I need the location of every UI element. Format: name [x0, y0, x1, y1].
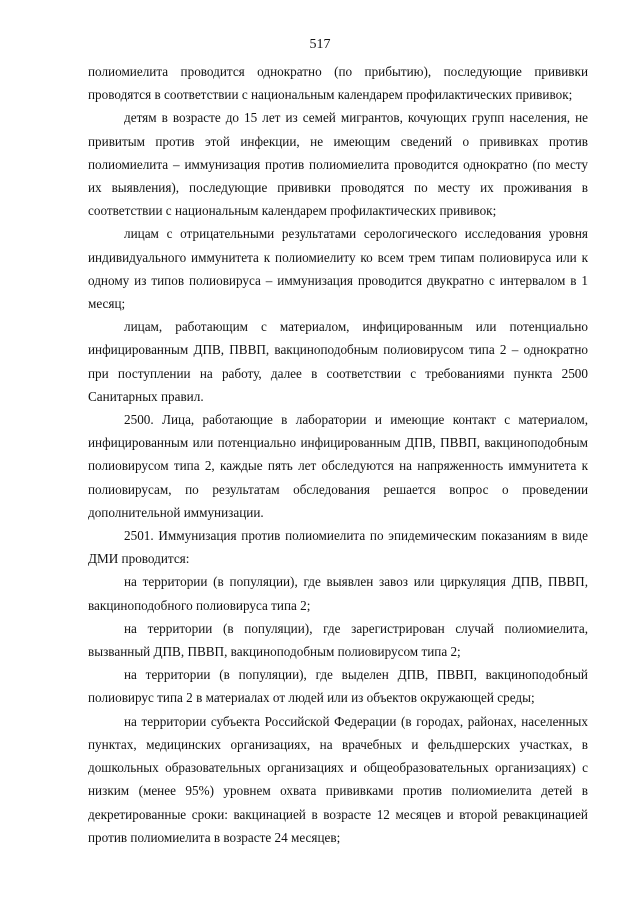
paragraph-territory-import: на территории (в популяции), где выявлен завоз или циркуляция ДПВ, ПВВП, вакциноподобного полиовируса типа 2; [88, 574, 588, 613]
paragraph-migrant-children: детям в возрасте до 15 лет из семей мигрантов, кочующих групп населения, не привитым против этой инфекции, не имеющим сведений о прививках против полиомиелита – иммунизация против полиомиелита проводится однократно (по месту их выявления), последующие прививки проводятся по месту их проживания в соответствии с национальным календарем профилактических прививок; [88, 110, 588, 219]
paragraph-territory-isolated: на территории (в популяции), где выделен ДПВ, ПВВП, вакциноподобный полиовирус типа 2 в материалах от людей или из объектов окружающей среды; [88, 667, 588, 706]
paragraph-territory-case: на территории (в популяции), где зарегистрирован случай полиомиелита, вызванный ДПВ, ПВВП, вакциноподобным полиовирусом типа 2; [88, 620, 588, 660]
paragraph-continuation: полиомиелита проводится однократно (по прибытию), последующие прививки проводятся в соответствии с национальным календарем профилактических прививок; [88, 64, 588, 103]
paragraph-2500: 2500. Лица, работающие в лаборатории и имеющие контакт с материалом, инфицированным или потенциально инфицированным ДПВ, ПВВП, вакциноподобным полиовирусом типа 2, каждые пять лет обследуются на напряженность иммунитета к полиовирусам, по результатам обследования решается вопрос о проведении дополнительной иммунизации. [88, 412, 588, 520]
paragraph-2501: 2501. Иммунизация против полиомиелита по эпидемическим показаниям в виде ДМИ проводится: [88, 528, 588, 567]
paragraph-territory-low-coverage: на территории субъекта Российской Федерации (в городах, районах, населенных пунктах, медицинских организациях, на врачебных и фельдшерских участках, в дошкольных образовательных организациях и общеобразовательных организациях) с низким (менее 95%) уровнем охвата прививками против полиомиелита детей в декретированные сроки: вакцинацией в возрасте 12 месяцев и второй ревакцинацией против полиомиелита в возрасте 24 месяцев; [88, 713, 588, 845]
paragraph-lab-workers: лицам, работающим с материалом, инфицированным или потенциально инфицированным ДПВ, ПВВП, вакциноподобным полиовирусом типа 2 – однократно при поступлении на работу, далее в соответствии с требованиями пункта 2500 Санитарных правил. [88, 319, 588, 404]
page-number: 517 [309, 37, 331, 52]
body-text [88, 60, 588, 849]
paragraph-negative-serology: лицам с отрицательными результатами серологического исследования уровня индивидуального иммунитета к полиомиелиту ко всем трем типам полиовируса или к одному из типов полиовируса – иммунизация проводится двукратно с интервалом в 1 месяц; [88, 226, 588, 312]
